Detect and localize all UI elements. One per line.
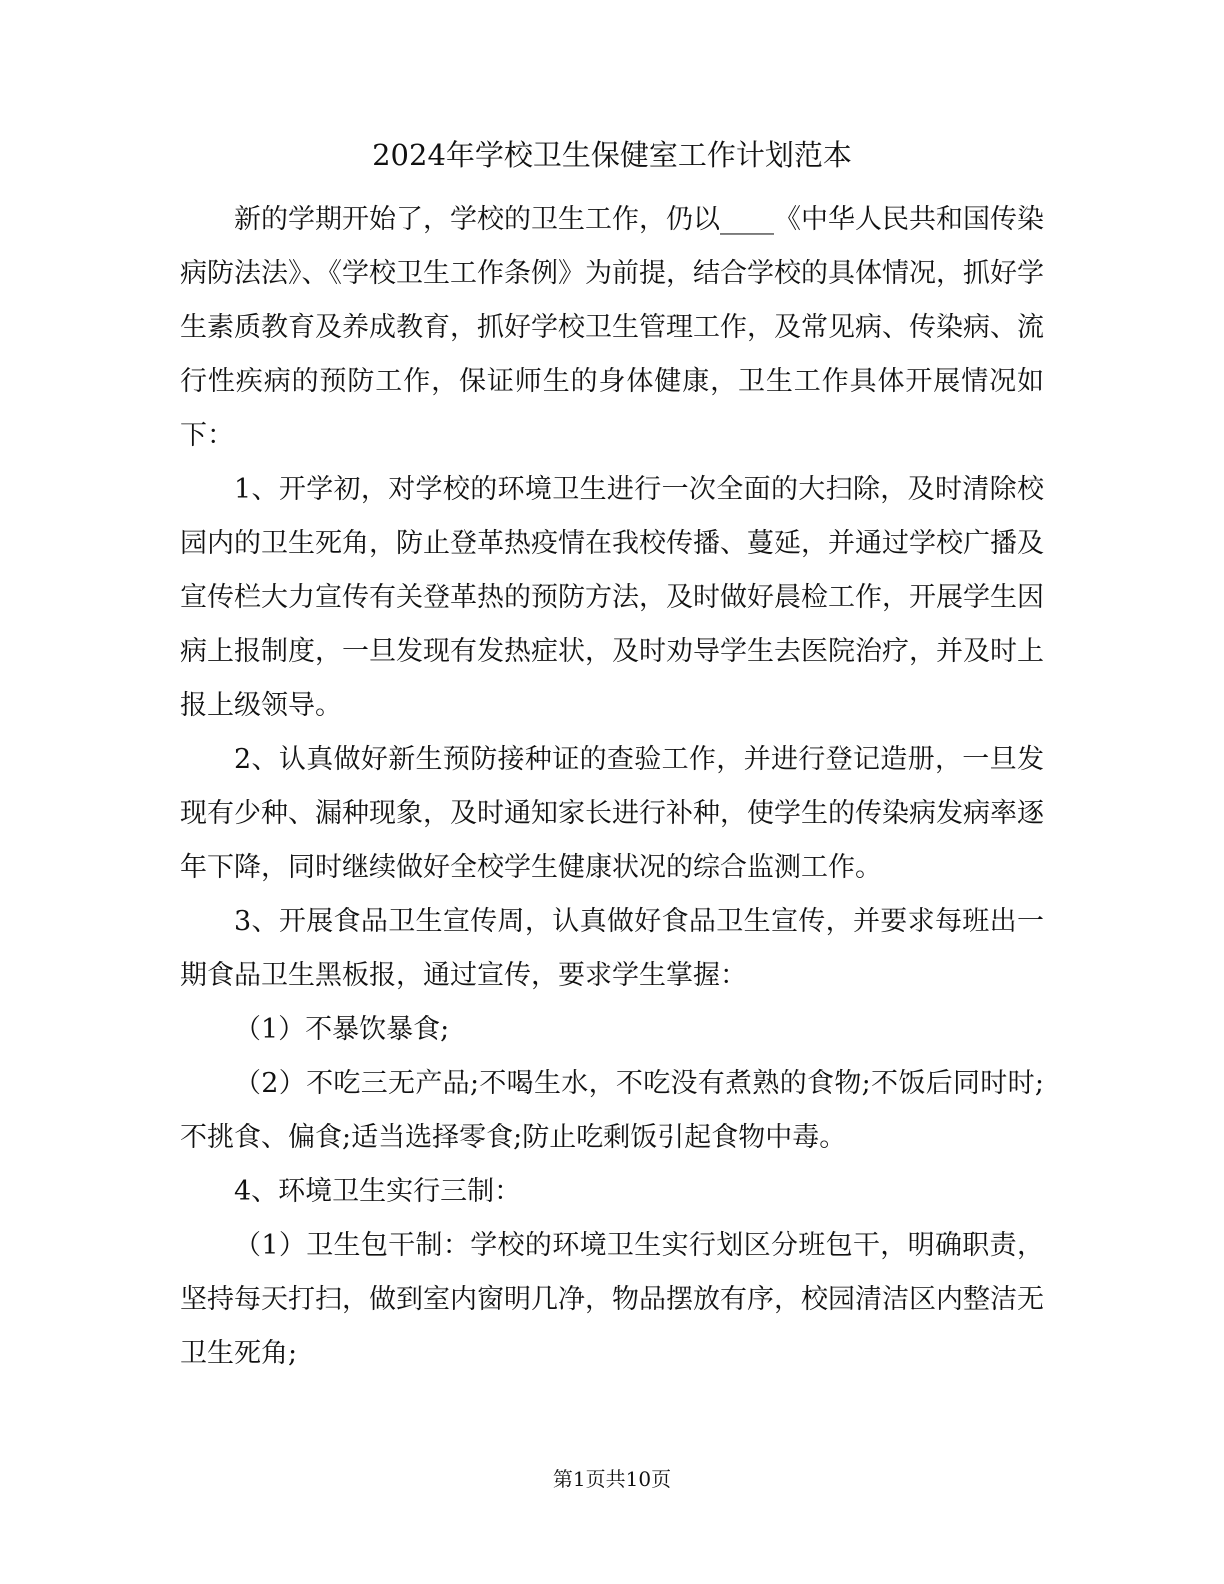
- paragraph-intro: 新的学期开始了，学校的卫生工作，仍以____《中华人民共和国传染病防法法》、《学校卫生工作条例》为前提，结合学校的具体情况，抓好学生素质教育及养成教育，抓好学校卫生管理工作，及常见病、传染病、流行性疾病的预防工作，保证师生的身体健康，卫生工作具体开展情况如下：: [180, 204, 1044, 451]
- paragraph-subitem-4-1: （1）卫生包干制：学校的环境卫生实行划区分班包干，明确职责，坚持每天打扫，做到室内窗明几净，物品摆放有序，校园清洁区内整洁无卫生死角;: [180, 1230, 1044, 1369]
- paragraph-item-4: 4、环境卫生实行三制：: [234, 1176, 522, 1207]
- document-body: [180, 193, 1044, 1381]
- paragraph-subitem-3-2: （2）不吃三无产品;不喝生水，不吃没有煮熟的食物;不饭后同时时;不挑食、偏食;适当选择零食;防止吃剩饭引起食物中毒。: [180, 1068, 1044, 1153]
- paragraph-item-2: 2、认真做好新生预防接种证的查验工作，并进行登记造册，一旦发现有少种、漏种现象，及时通知家长进行补种，使学生的传染病发病率逐年下降，同时继续做好全校学生健康状况的综合监测工作。: [180, 744, 1044, 883]
- document-title: 2024年学校卫生保健室工作计划范本: [372, 138, 852, 172]
- page-number-footer: 第1页共10页: [552, 1467, 672, 1491]
- paragraph-item-3: 3、开展食品卫生宣传周，认真做好食品卫生宣传，并要求每班出一期食品卫生黑板报，通过宣传，要求学生掌握：: [180, 906, 1044, 991]
- paragraph-subitem-3-1: （1）不暴饮暴食;: [234, 1014, 450, 1045]
- paragraph-item-1: 1、开学初，对学校的环境卫生进行一次全面的大扫除，及时清除校园内的卫生死角，防止登革热疫情在我校传播、蔓延，并通过学校广播及宣传栏大力宣传有关登革热的预防方法，及时做好晨检工作，开展学生因病上报制度，一旦发现有发热症状，及时劝导学生去医院治疗，并及时上报上级领导。: [180, 474, 1044, 721]
